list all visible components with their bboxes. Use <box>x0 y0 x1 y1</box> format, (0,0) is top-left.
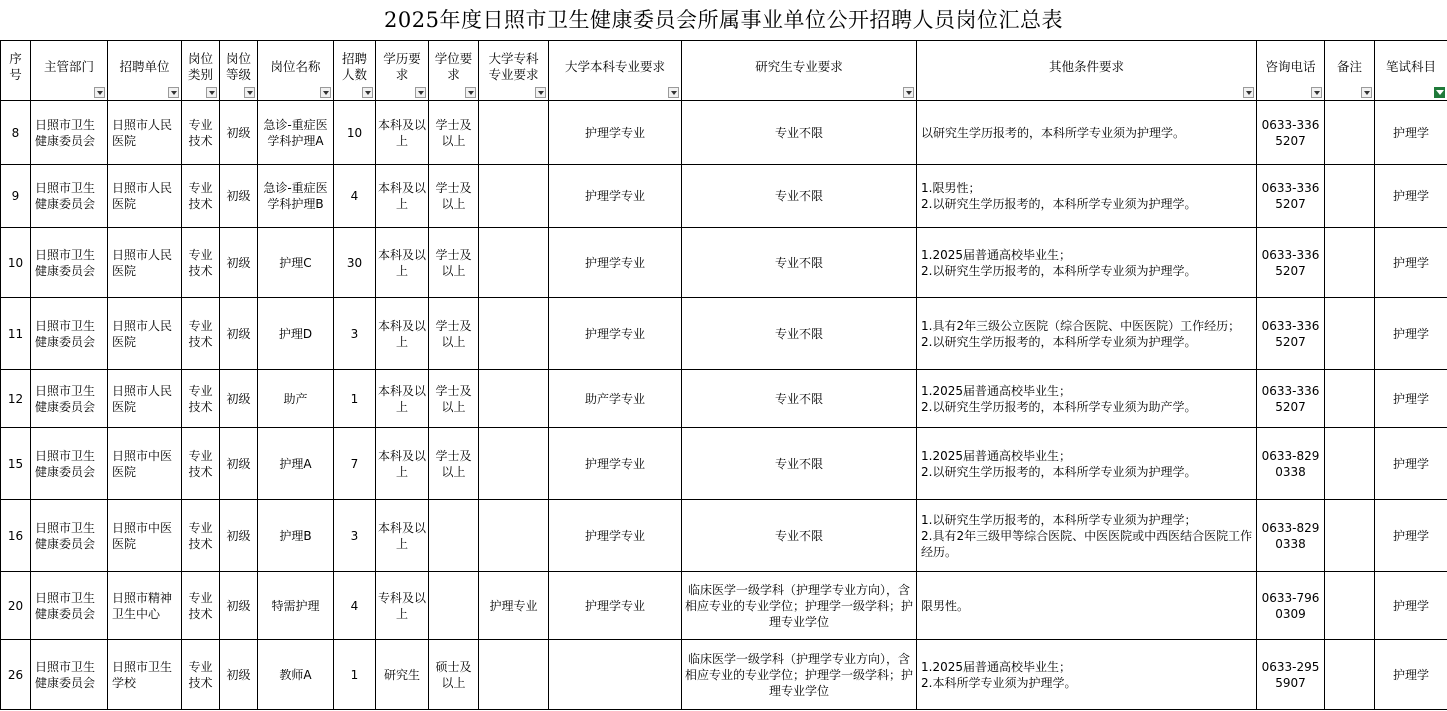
cell-other[interactable]: 1.2025届普通高校毕业生； 2.本科所学专业须为护理学。 <box>917 640 1257 710</box>
cell-edu[interactable]: 本科及以上 <box>376 370 429 428</box>
cell-note[interactable] <box>1325 228 1375 298</box>
col-header-type: 岗位类别 <box>182 41 220 101</box>
cell-exam[interactable]: 护理学 <box>1375 640 1447 710</box>
table-row <box>1 500 1447 572</box>
cell-unit[interactable]: 日照市人民医院 <box>108 228 182 298</box>
cell-level[interactable]: 初级 <box>220 370 258 428</box>
col-header-level: 岗位等级 <box>220 41 258 101</box>
cell-exam[interactable]: 护理学 <box>1375 500 1447 572</box>
cell-edu[interactable]: 本科及以上 <box>376 500 429 572</box>
cell-dept[interactable]: 日照市卫生健康委员会 <box>31 640 108 710</box>
cell-unit[interactable]: 日照市卫生学校 <box>108 640 182 710</box>
cell-count[interactable]: 3 <box>334 298 376 370</box>
cell-phone[interactable]: 0633-2955907 <box>1257 640 1325 710</box>
cell-edu[interactable]: 研究生 <box>376 640 429 710</box>
cell-junior[interactable] <box>479 101 549 165</box>
cell-other[interactable]: 1.2025届普通高校毕业生； 2.以研究生学历报考的，本科所学专业须为护理学。 <box>917 228 1257 298</box>
cell-edu[interactable]: 本科及以上 <box>376 101 429 165</box>
cell-bachelor[interactable]: 助产学专业 <box>549 370 682 428</box>
table-row <box>1 640 1447 710</box>
cell-junior[interactable] <box>479 228 549 298</box>
cell-seq[interactable]: 8 <box>1 101 31 165</box>
cell-other[interactable]: 以研究生学历报考的，本科所学专业须为护理学。 <box>917 101 1257 165</box>
cell-graduate[interactable]: 专业不限 <box>682 165 917 228</box>
filter-dropdown-icon[interactable] <box>362 87 373 98</box>
filter-active-icon[interactable] <box>1434 87 1445 98</box>
cell-bachelor[interactable] <box>549 640 682 710</box>
cell-note[interactable] <box>1325 298 1375 370</box>
cell-type[interactable]: 专业技术 <box>182 428 220 500</box>
cell-unit[interactable]: 日照市人民医院 <box>108 370 182 428</box>
cell-level[interactable]: 初级 <box>220 228 258 298</box>
cell-exam[interactable]: 护理学 <box>1375 428 1447 500</box>
cell-name[interactable]: 护理D <box>258 298 334 370</box>
cell-seq[interactable]: 20 <box>1 572 31 640</box>
col-header-dept: 主管部门 <box>31 41 108 101</box>
recruitment-table <box>0 40 1447 710</box>
cell-phone[interactable]: 0633-3365207 <box>1257 228 1325 298</box>
cell-level[interactable]: 初级 <box>220 500 258 572</box>
cell-junior[interactable]: 护理专业 <box>479 572 549 640</box>
cell-unit[interactable]: 日照市人民医院 <box>108 101 182 165</box>
cell-count[interactable]: 30 <box>334 228 376 298</box>
filter-dropdown-icon[interactable] <box>206 87 217 98</box>
cell-junior[interactable] <box>479 298 549 370</box>
cell-edu[interactable]: 本科及以上 <box>376 228 429 298</box>
col-header-count: 招聘人数 <box>334 41 376 101</box>
cell-bachelor[interactable]: 护理学专业 <box>549 228 682 298</box>
cell-note[interactable] <box>1325 428 1375 500</box>
cell-phone[interactable]: 0633-3365207 <box>1257 101 1325 165</box>
cell-bachelor[interactable]: 护理学专业 <box>549 165 682 228</box>
cell-degree[interactable]: 学士及以上 <box>429 165 479 228</box>
cell-level[interactable]: 初级 <box>220 298 258 370</box>
cell-exam[interactable]: 护理学 <box>1375 370 1447 428</box>
table-row <box>1 572 1447 640</box>
cell-other[interactable]: 限男性。 <box>917 572 1257 640</box>
table-row <box>1 428 1447 500</box>
filter-dropdown-icon[interactable] <box>535 87 546 98</box>
cell-name[interactable]: 急诊-重症医学科护理B <box>258 165 334 228</box>
cell-graduate[interactable]: 专业不限 <box>682 428 917 500</box>
filter-dropdown-icon[interactable] <box>1311 87 1322 98</box>
cell-name[interactable]: 护理A <box>258 428 334 500</box>
cell-type[interactable]: 专业技术 <box>182 298 220 370</box>
cell-edu[interactable]: 本科及以上 <box>376 298 429 370</box>
col-header-seq: 序号 <box>1 41 31 101</box>
cell-name[interactable]: 特需护理 <box>258 572 334 640</box>
filter-dropdown-icon[interactable] <box>244 87 255 98</box>
col-header-junior: 大学专科专业要求 <box>479 41 549 101</box>
cell-other[interactable]: 1.以研究生学历报考的，本科所学专业须为护理学； 2.具有2年三级甲等综合医院、中医医院或中西医结合医院工作经历。 <box>917 500 1257 572</box>
cell-dept[interactable]: 日照市卫生健康委员会 <box>31 370 108 428</box>
filter-dropdown-icon[interactable] <box>1243 87 1254 98</box>
cell-note[interactable] <box>1325 640 1375 710</box>
table-row <box>1 165 1447 228</box>
cell-bachelor[interactable]: 护理学专业 <box>549 500 682 572</box>
cell-unit[interactable]: 日照市精神卫生中心 <box>108 572 182 640</box>
cell-degree[interactable]: 学士及以上 <box>429 428 479 500</box>
cell-count[interactable]: 7 <box>334 428 376 500</box>
cell-graduate[interactable]: 专业不限 <box>682 298 917 370</box>
cell-level[interactable]: 初级 <box>220 572 258 640</box>
cell-type[interactable]: 专业技术 <box>182 370 220 428</box>
cell-phone[interactable]: 0633-7960309 <box>1257 572 1325 640</box>
filter-dropdown-icon[interactable] <box>903 87 914 98</box>
col-header-edu: 学历要求 <box>376 41 429 101</box>
filter-dropdown-icon[interactable] <box>168 87 179 98</box>
cell-degree[interactable] <box>429 500 479 572</box>
cell-graduate[interactable]: 临床医学一级学科（护理学专业方向），含相应专业的专业学位；护理学一级学科；护理专业学位 <box>682 572 917 640</box>
cell-unit[interactable]: 日照市人民医院 <box>108 298 182 370</box>
col-header-degree: 学位要求 <box>429 41 479 101</box>
cell-count[interactable]: 10 <box>334 101 376 165</box>
cell-type[interactable]: 专业技术 <box>182 228 220 298</box>
table-row <box>1 101 1447 165</box>
header-row <box>1 41 1447 101</box>
cell-dept[interactable]: 日照市卫生健康委员会 <box>31 101 108 165</box>
cell-name[interactable]: 急诊-重症医学科护理A <box>258 101 334 165</box>
cell-seq[interactable]: 15 <box>1 428 31 500</box>
cell-note[interactable] <box>1325 165 1375 228</box>
cell-graduate[interactable]: 专业不限 <box>682 101 917 165</box>
cell-name[interactable]: 护理C <box>258 228 334 298</box>
cell-count[interactable]: 4 <box>334 572 376 640</box>
cell-name[interactable]: 助产 <box>258 370 334 428</box>
cell-dept[interactable]: 日照市卫生健康委员会 <box>31 428 108 500</box>
cell-exam[interactable]: 护理学 <box>1375 165 1447 228</box>
col-header-phone: 咨询电话 <box>1257 41 1325 101</box>
table-row <box>1 228 1447 298</box>
cell-type[interactable]: 专业技术 <box>182 500 220 572</box>
cell-level[interactable]: 初级 <box>220 165 258 228</box>
cell-type[interactable]: 专业技术 <box>182 640 220 710</box>
cell-junior[interactable] <box>479 165 549 228</box>
cell-level[interactable]: 初级 <box>220 101 258 165</box>
cell-type[interactable]: 专业技术 <box>182 572 220 640</box>
table-row <box>1 298 1447 370</box>
cell-degree[interactable]: 学士及以上 <box>429 298 479 370</box>
cell-other[interactable]: 1.2025届普通高校毕业生； 2.以研究生学历报考的，本科所学专业须为护理学。 <box>917 428 1257 500</box>
filter-dropdown-icon[interactable] <box>668 87 679 98</box>
cell-other[interactable]: 1.具有2年三级公立医院（综合医院、中医医院）工作经历； 2.以研究生学历报考的，本科所学专业须为护理学。 <box>917 298 1257 370</box>
cell-dept[interactable]: 日照市卫生健康委员会 <box>31 500 108 572</box>
cell-note[interactable] <box>1325 500 1375 572</box>
cell-phone[interactable]: 0633-8290338 <box>1257 500 1325 572</box>
cell-junior[interactable] <box>479 370 549 428</box>
table-row <box>1 370 1447 428</box>
col-header-graduate: 研究生专业要求 <box>682 41 917 101</box>
col-header-name: 岗位名称 <box>258 41 334 101</box>
cell-count[interactable]: 3 <box>334 500 376 572</box>
cell-bachelor[interactable]: 护理学专业 <box>549 428 682 500</box>
cell-exam[interactable]: 护理学 <box>1375 298 1447 370</box>
cell-edu[interactable]: 本科及以上 <box>376 428 429 500</box>
cell-dept[interactable]: 日照市卫生健康委员会 <box>31 572 108 640</box>
cell-graduate[interactable]: 临床医学一级学科（护理学专业方向），含相应专业的专业学位；护理学一级学科；护理专业学位 <box>682 640 917 710</box>
cell-degree[interactable]: 硕士及以上 <box>429 640 479 710</box>
filter-dropdown-icon[interactable] <box>320 87 331 98</box>
cell-note[interactable] <box>1325 101 1375 165</box>
cell-unit[interactable]: 日照市中医医院 <box>108 428 182 500</box>
cell-graduate[interactable]: 专业不限 <box>682 370 917 428</box>
cell-junior[interactable] <box>479 640 549 710</box>
cell-phone[interactable]: 0633-3365207 <box>1257 298 1325 370</box>
cell-note[interactable] <box>1325 572 1375 640</box>
cell-degree[interactable]: 学士及以上 <box>429 370 479 428</box>
cell-seq[interactable]: 9 <box>1 165 31 228</box>
col-header-note: 备注 <box>1325 41 1375 101</box>
cell-bachelor[interactable]: 护理学专业 <box>549 298 682 370</box>
cell-edu[interactable]: 本科及以上 <box>376 165 429 228</box>
cell-graduate[interactable]: 专业不限 <box>682 228 917 298</box>
cell-degree[interactable] <box>429 572 479 640</box>
cell-seq[interactable]: 10 <box>1 228 31 298</box>
cell-exam[interactable]: 护理学 <box>1375 228 1447 298</box>
filter-dropdown-icon[interactable] <box>465 87 476 98</box>
cell-seq[interactable]: 11 <box>1 298 31 370</box>
cell-seq[interactable]: 26 <box>1 640 31 710</box>
cell-seq[interactable]: 16 <box>1 500 31 572</box>
cell-count[interactable]: 1 <box>334 640 376 710</box>
cell-type[interactable]: 专业技术 <box>182 165 220 228</box>
cell-level[interactable]: 初级 <box>220 640 258 710</box>
filter-dropdown-icon[interactable] <box>94 87 105 98</box>
col-header-bachelor: 大学本科专业要求 <box>549 41 682 101</box>
cell-name[interactable]: 教师A <box>258 640 334 710</box>
cell-bachelor[interactable]: 护理学专业 <box>549 572 682 640</box>
cell-phone[interactable]: 0633-3365207 <box>1257 165 1325 228</box>
col-header-exam: 笔试科目 <box>1375 41 1447 101</box>
filter-dropdown-icon[interactable] <box>1361 87 1372 98</box>
cell-dept[interactable]: 日照市卫生健康委员会 <box>31 228 108 298</box>
cell-unit[interactable]: 日照市中医医院 <box>108 500 182 572</box>
cell-seq[interactable]: 12 <box>1 370 31 428</box>
filter-dropdown-icon[interactable] <box>415 87 426 98</box>
cell-junior[interactable] <box>479 500 549 572</box>
col-header-other: 其他条件要求 <box>917 41 1257 101</box>
cell-phone[interactable]: 0633-8290338 <box>1257 428 1325 500</box>
cell-phone[interactable]: 0633-3365207 <box>1257 370 1325 428</box>
cell-other[interactable]: 1.2025届普通高校毕业生； 2.以研究生学历报考的，本科所学专业须为助产学。 <box>917 370 1257 428</box>
cell-name[interactable]: 护理B <box>258 500 334 572</box>
cell-level[interactable]: 初级 <box>220 428 258 500</box>
cell-other[interactable]: 1.限男性； 2.以研究生学历报考的，本科所学专业须为护理学。 <box>917 165 1257 228</box>
cell-count[interactable]: 4 <box>334 165 376 228</box>
cell-junior[interactable] <box>479 428 549 500</box>
cell-bachelor[interactable]: 护理学专业 <box>549 101 682 165</box>
cell-graduate[interactable]: 专业不限 <box>682 500 917 572</box>
cell-unit[interactable]: 日照市人民医院 <box>108 165 182 228</box>
cell-exam[interactable]: 护理学 <box>1375 101 1447 165</box>
cell-exam[interactable]: 护理学 <box>1375 572 1447 640</box>
cell-dept[interactable]: 日照市卫生健康委员会 <box>31 298 108 370</box>
sheet-title: 2025年度日照市卫生健康委员会所属事业单位公开招聘人员岗位汇总表 <box>384 8 1063 32</box>
cell-count[interactable]: 1 <box>334 370 376 428</box>
cell-degree[interactable]: 学士及以上 <box>429 101 479 165</box>
cell-edu[interactable]: 专科及以上 <box>376 572 429 640</box>
col-header-unit: 招聘单位 <box>108 41 182 101</box>
cell-degree[interactable]: 学士及以上 <box>429 228 479 298</box>
cell-note[interactable] <box>1325 370 1375 428</box>
cell-dept[interactable]: 日照市卫生健康委员会 <box>31 165 108 228</box>
cell-type[interactable]: 专业技术 <box>182 101 220 165</box>
